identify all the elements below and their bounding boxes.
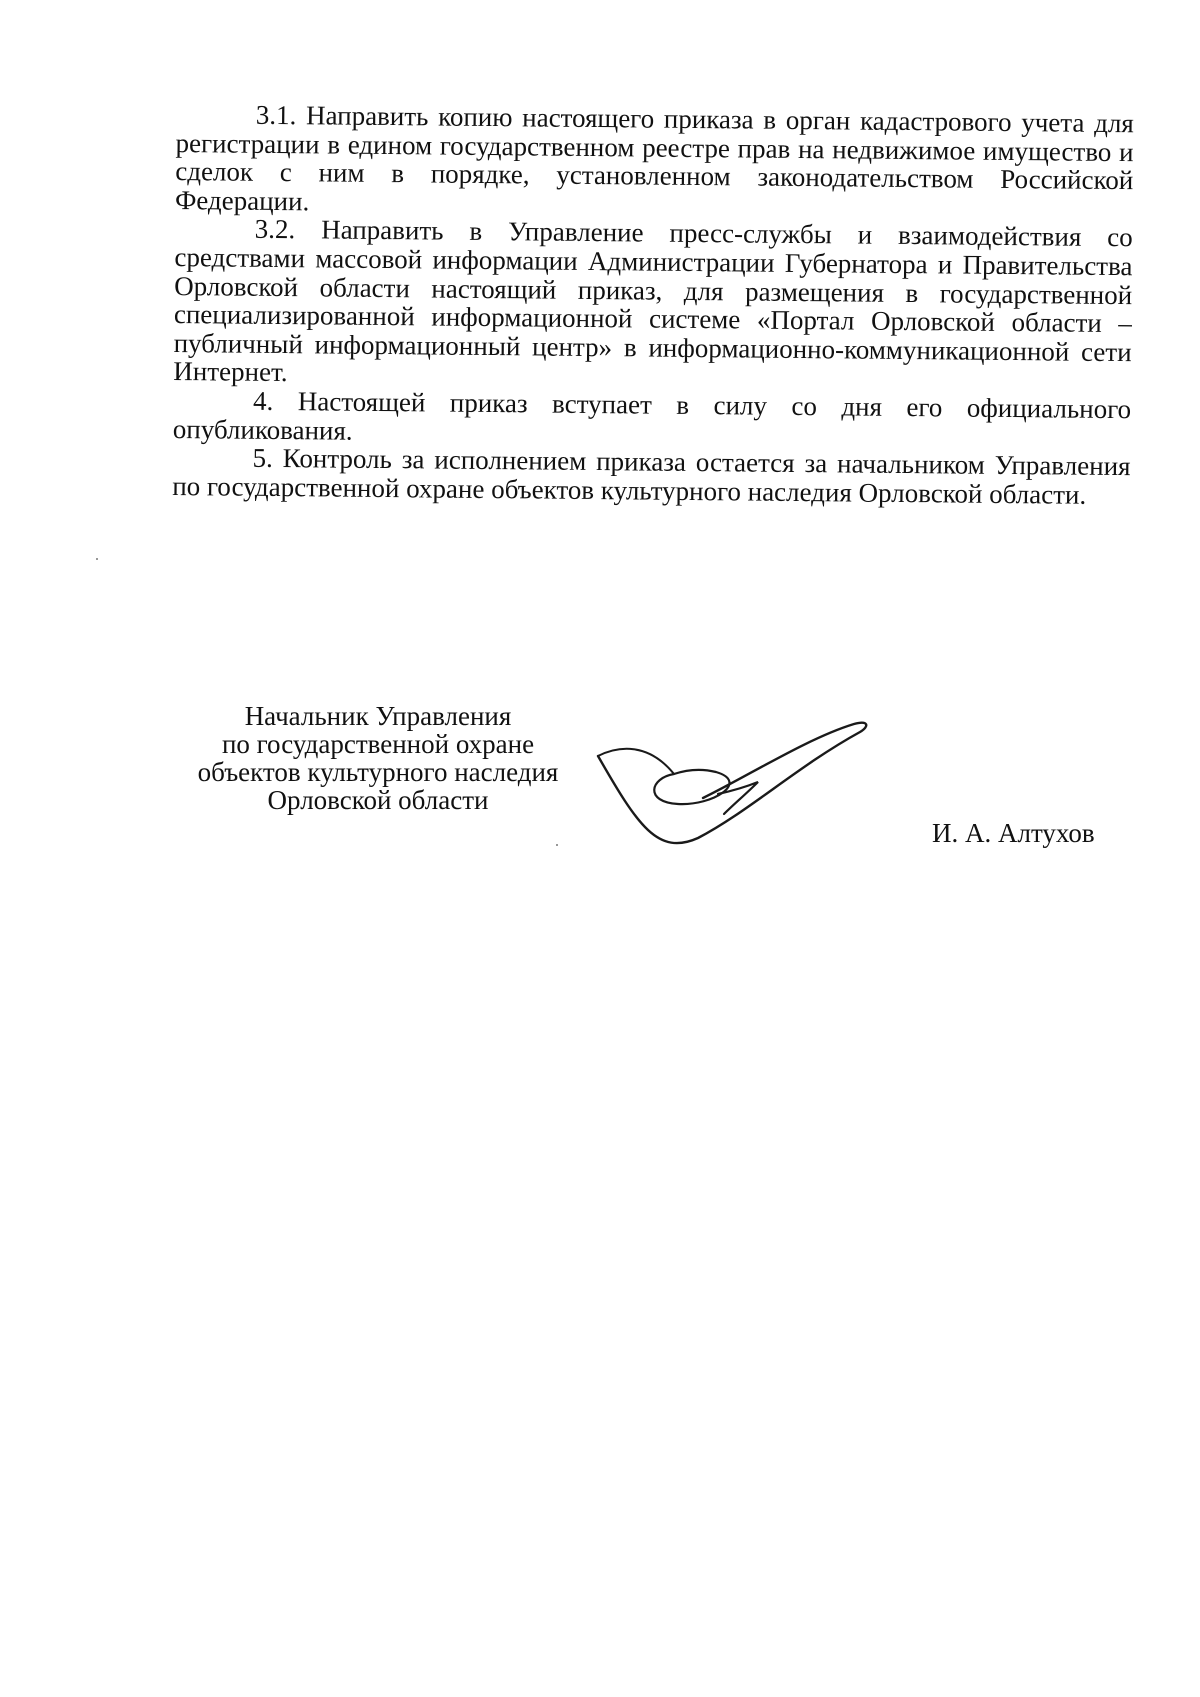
signatory-title-line: объектов культурного наследия	[197, 757, 559, 787]
signatory-title-line: по государственной охране	[221, 729, 535, 759]
document-body	[172, 100, 1134, 509]
paragraph-4: 4. Настоящей приказ вступает в силу со дня его официального опубликования.	[172, 385, 1132, 446]
paragraph-3-1: 3.1. Направить копию настоящего приказа в орган кадастрового учета для регистрации в едином государственном реестре прав на недвижимое имущество и сделок с ним в порядке, установленном законодательством Российской Федерации.	[174, 99, 1134, 217]
signatory-name: И. А. Алтухов	[932, 818, 1095, 848]
signatory-title-line: Орловской области	[267, 785, 489, 815]
handwritten-signature	[578, 716, 878, 856]
scan-speck	[556, 844, 558, 846]
paragraph-3-2: 3.2. Направить в Управление пресс-службы и взаимодействия со средствами массовой информации Администрации Губернатора и Правительства Орловской области настоящий приказ, для размещения в государственной специализированной информационной системе «Портал Орловской области – публичный информационный центр» в информационно-коммуникационной сети Интернет.	[173, 214, 1133, 388]
paragraph-5: 5. Контроль за исполнением приказа остается за начальником Управления по государственной охране объектов культурного наследия Орловской области.	[172, 442, 1131, 510]
signatory-title	[178, 702, 578, 814]
scan-speck	[96, 558, 98, 560]
signatory-title-line: Начальник Управления	[244, 701, 512, 731]
